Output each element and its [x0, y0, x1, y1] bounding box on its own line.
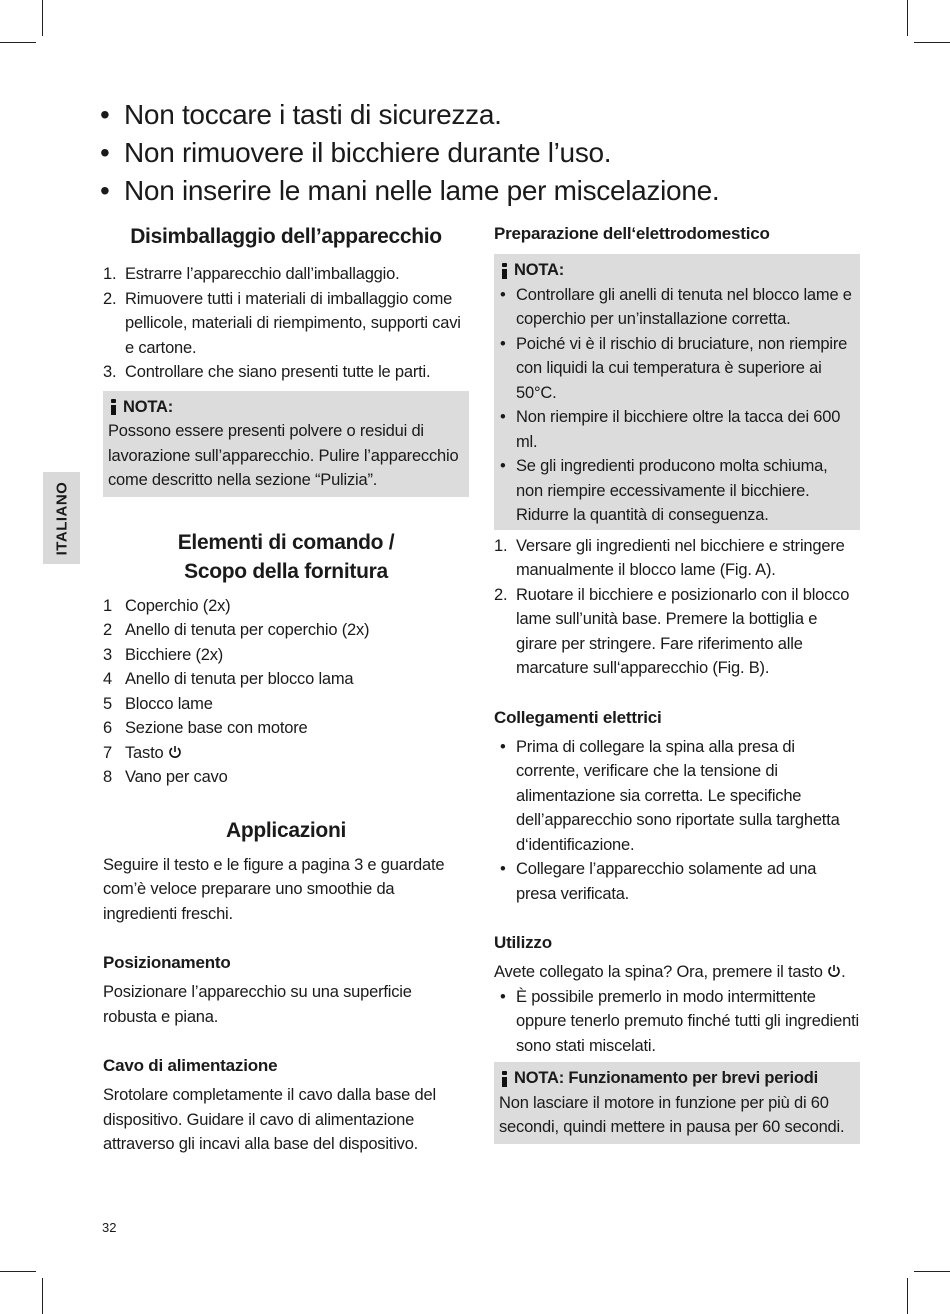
list-item — [103, 741, 469, 766]
usage-intro-text: Avete collegato la spina? Ora, premere il tasto — [494, 963, 823, 981]
language-tab — [43, 472, 80, 564]
step-text: Controllare che siano presenti tutte le parti. — [125, 363, 431, 381]
list-item: • Controllare gli anelli di tenuta nel blocco lame e coperchio per un’installazione corretta. — [494, 283, 854, 332]
list-item: • Non toccare i tasti di sicurezza. — [100, 96, 880, 134]
usage-intro — [494, 960, 860, 985]
list-item: • È possibile premerlo in modo intermittente oppure tenerlo premuto finché tutti gli ingredienti sono stati miscelati. — [494, 985, 860, 1059]
item-number: 4 — [103, 670, 112, 688]
list-item — [103, 716, 469, 741]
info-icon — [499, 262, 510, 279]
positioning-text: Posizionare l’apparecchio su una superficie robusta e piana. — [103, 983, 412, 1026]
step-text: Rimuovere tutti i materiali di imballaggio come pellicole, materiali di riempimento, supporti cavi e cartone. — [125, 289, 461, 357]
item-number: 3 — [103, 645, 112, 664]
item-text: Blocco lame — [125, 694, 213, 713]
section-title-controls-line2: Scopo della fornitura — [184, 559, 388, 583]
safety-bullets — [100, 96, 880, 210]
section-title-applications: Applicazioni — [225, 818, 347, 842]
crop-mark — [907, 1278, 908, 1314]
item-text: Tasto — [125, 743, 164, 762]
power-icon — [168, 745, 182, 759]
item-text: Vano per cavo — [125, 768, 228, 786]
item-text: Bicchiere (2x) — [125, 645, 224, 664]
step-text: Versare gli ingredienti nel bicchiere e stringere manualmente il blocco lame (Fig. A). — [516, 536, 845, 579]
unpacking-note — [103, 391, 469, 497]
list-item — [103, 262, 469, 287]
crop-mark — [42, 1278, 43, 1314]
crop-mark — [0, 1271, 36, 1272]
preparation-note-bullets — [494, 283, 854, 528]
step-number: 2. — [103, 289, 117, 308]
crop-mark — [914, 1271, 950, 1272]
list-item — [494, 583, 860, 681]
item-number: 8 — [103, 768, 112, 786]
item-number: 5 — [103, 694, 112, 713]
list-item: • Non rimuovere il bicchiere durante l’uso. — [100, 134, 880, 172]
item-number: 7 — [103, 743, 112, 762]
item-number: 2 — [103, 621, 112, 639]
usage-intro-end: . — [841, 963, 846, 981]
step-number: 2. — [494, 585, 508, 604]
preparation-steps — [494, 534, 860, 681]
item-text: Coperchio (2x) — [125, 596, 231, 615]
info-icon — [108, 398, 119, 415]
step-number: 3. — [103, 363, 117, 381]
crop-mark — [42, 0, 43, 36]
step-number: 1. — [494, 536, 508, 555]
preparation-note — [494, 254, 860, 530]
section-title-electrical: Collegamenti elettrici — [494, 707, 662, 727]
crop-mark — [0, 42, 36, 43]
list-item — [103, 667, 469, 692]
crop-mark — [914, 42, 950, 43]
usage-note — [494, 1062, 860, 1144]
list-item — [494, 534, 860, 583]
section-title-controls-line1: Elementi di comando / — [177, 530, 395, 554]
section-title-usage: Utilizzo — [494, 933, 552, 952]
section-title-unpacking: Disimballaggio dell’apparecchio — [130, 225, 442, 248]
electrical-bullets — [494, 735, 860, 907]
left-column — [103, 222, 469, 1157]
step-text: Ruotare il bicchiere e posizionarlo con il blocco lame sull’unità base. Premere la bottiglia e girare per stringere. Fare riferimento alle marcature sull‘apparecchio (Fig. B). — [516, 585, 850, 677]
unpacking-steps — [103, 262, 469, 385]
item-text: Sezione base con motore — [125, 719, 308, 737]
list-item — [103, 287, 469, 361]
list-item: • Non riempire il bicchiere oltre la tacca dei 600 ml. — [494, 405, 854, 454]
usage-bullets — [494, 985, 860, 1059]
step-text: Estrarre l’apparecchio dall’imballaggio. — [125, 265, 400, 283]
list-item — [103, 765, 469, 790]
language-tab-label: ITALIANO — [53, 481, 70, 555]
section-title-positioning: Posizionamento — [103, 953, 231, 972]
note-header — [108, 395, 463, 420]
list-item: • Collegare l’apparecchio solamente ad una presa verificata. — [494, 857, 860, 906]
list-item: • Prima di collegare la spina alla presa di corrente, verificare che la tensione di alimentazione sia corretta. Le specifiche dell’apparecchio sono riportate sulla targhetta d‘identificazione. — [494, 735, 860, 858]
crop-mark — [907, 0, 908, 36]
list-item: • Non inserire le mani nelle lame per miscelazione. — [100, 172, 880, 210]
note-text: Non lasciare il motore in funzione per più di 60 secondi, quindi mettere in pausa per 60 secondi. — [499, 1093, 845, 1136]
item-number: 6 — [103, 719, 112, 737]
info-icon — [499, 1070, 510, 1087]
applications-text: Seguire il testo e le figure a pagina 3 e guardate com’è veloce preparare uno smoothie da ingredienti freschi. — [103, 855, 445, 923]
list-item — [103, 618, 469, 643]
note-label: NOTA: — [123, 397, 174, 416]
section-title-power-cable: Cavo di alimentazione — [103, 1056, 278, 1075]
list-item: • Se gli ingredienti producono molta schiuma, non riempire eccessivamente il bicchiere. Ridurre la quantità di conseguenza. — [494, 454, 854, 528]
item-text: Anello di tenuta per blocco lama — [125, 670, 354, 688]
list-item — [103, 643, 469, 668]
list-item: • Poiché vi è il rischio di bruciature, non riempire con liquidi la cui temperatura è superiore ai 50°C. — [494, 332, 854, 406]
step-number: 1. — [103, 265, 117, 283]
list-item — [103, 360, 469, 385]
note-label: NOTA: — [514, 261, 565, 279]
list-item — [103, 594, 469, 619]
power-icon — [827, 964, 841, 978]
note-label: NOTA: Funzionamento per brevi periodi — [514, 1069, 818, 1087]
note-header — [499, 258, 854, 283]
note-text: Possono essere presenti polvere o residui di lavorazione sull’apparecchio. Pulire l’apparecchio come descritto nella sezione “Pulizia”. — [108, 422, 459, 489]
note-header — [499, 1066, 854, 1091]
section-title-preparation: Preparazione dell‘elettrodomestico — [494, 224, 770, 243]
page-number: 32 — [102, 1220, 117, 1235]
right-column — [494, 222, 860, 1144]
item-text: Anello di tenuta per coperchio (2x) — [125, 621, 370, 639]
item-number: 1 — [103, 596, 112, 615]
power-cable-text: Srotolare completamente il cavo dalla base del dispositivo. Guidare il cavo di alimentazione attraverso gli incavi alla base del dispositivo. — [103, 1086, 436, 1153]
list-item — [103, 692, 469, 717]
controls-list — [103, 594, 469, 790]
